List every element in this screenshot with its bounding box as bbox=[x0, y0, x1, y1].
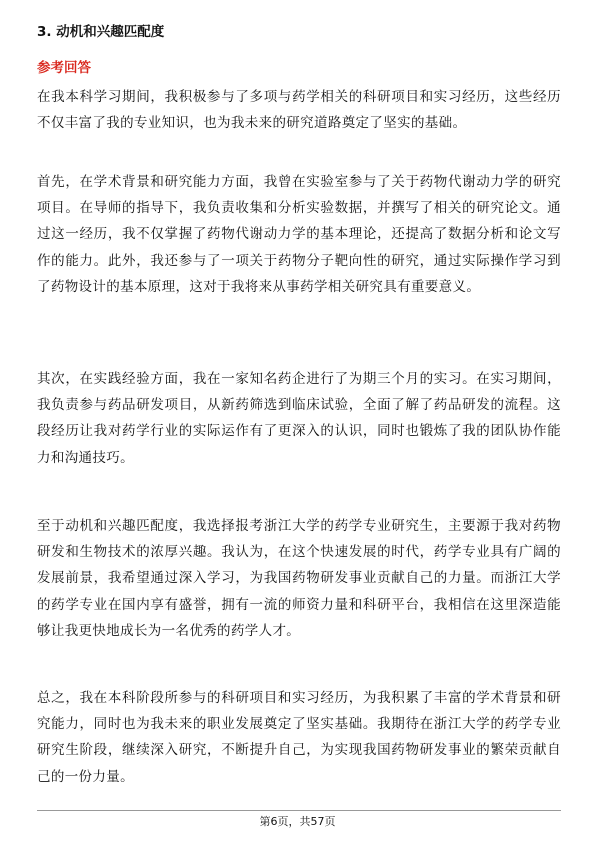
paragraph-practical-experience: 其次，在实践经验方面，我在一家知名药企进行了为期三个月的实习。在实习期间，我负责参与药品研发项目，从新药筛选到临床试验，全面了解了药品研发的流程。这段经历让我对药学行业的实际运作有了更深入的认识，同时也锻炼了我的团队协作能力和沟通技巧。 bbox=[37, 371, 561, 466]
answer-label: 参考回答 bbox=[37, 60, 91, 76]
footer-divider bbox=[37, 810, 561, 811]
paragraph-motivation: 至于动机和兴趣匹配度，我选择报考浙江大学的药学专业研究生，主要源于我对药物研发和生物技术的浓厚兴趣。我认为，在这个快速发展的时代，药学专业具有广阔的发展前景，我希望通过深入学习，为我国药物研发事业贡献自己的力量。而浙江大学的药学专业在国内享有盛誉，拥有一流的师资力量和科研平台，我相信在这里深造能够让我更快地成长为一名优秀的药学人才。 bbox=[37, 518, 561, 639]
section-title: 3. 动机和兴趣匹配度 bbox=[37, 24, 165, 40]
paragraph-conclusion: 总之，我在本科阶段所参与的科研项目和实习经历，为我积累了丰富的学术背景和研究能力，同时也为我未来的职业发展奠定了坚实基础。我期待在浙江大学的药学专业研究生阶段，继续深入研究，不断提升自己，为实现我国药物研发事业的繁荣贡献自己的一份力量。 bbox=[37, 690, 561, 785]
page-number: 第6页，共57页 bbox=[259, 815, 336, 828]
paragraph-intro: 在我本科学习期间，我积极参与了多项与药学相关的科研项目和实习经历，这些经历不仅丰富了我的专业知识，也为我未来的研究道路奠定了坚实的基础。 bbox=[37, 89, 561, 132]
paragraph-academic-background: 首先，在学术背景和研究能力方面，我曾在实验室参与了关于药物代谢动力学的研究项目。在导师的指导下，我负责收集和分析实验数据，并撰写了相关的研究论文。通过这一经历，我不仅掌握了药物代谢动力学的基本理论，还提高了数据分析和论文写作的能力。此外，我还参与了一项关于药物分子靶向性的研究，通过实际操作学习到了药物设计的基本原理，这对于我将来从事药学相关研究具有重要意义。 bbox=[37, 174, 561, 295]
